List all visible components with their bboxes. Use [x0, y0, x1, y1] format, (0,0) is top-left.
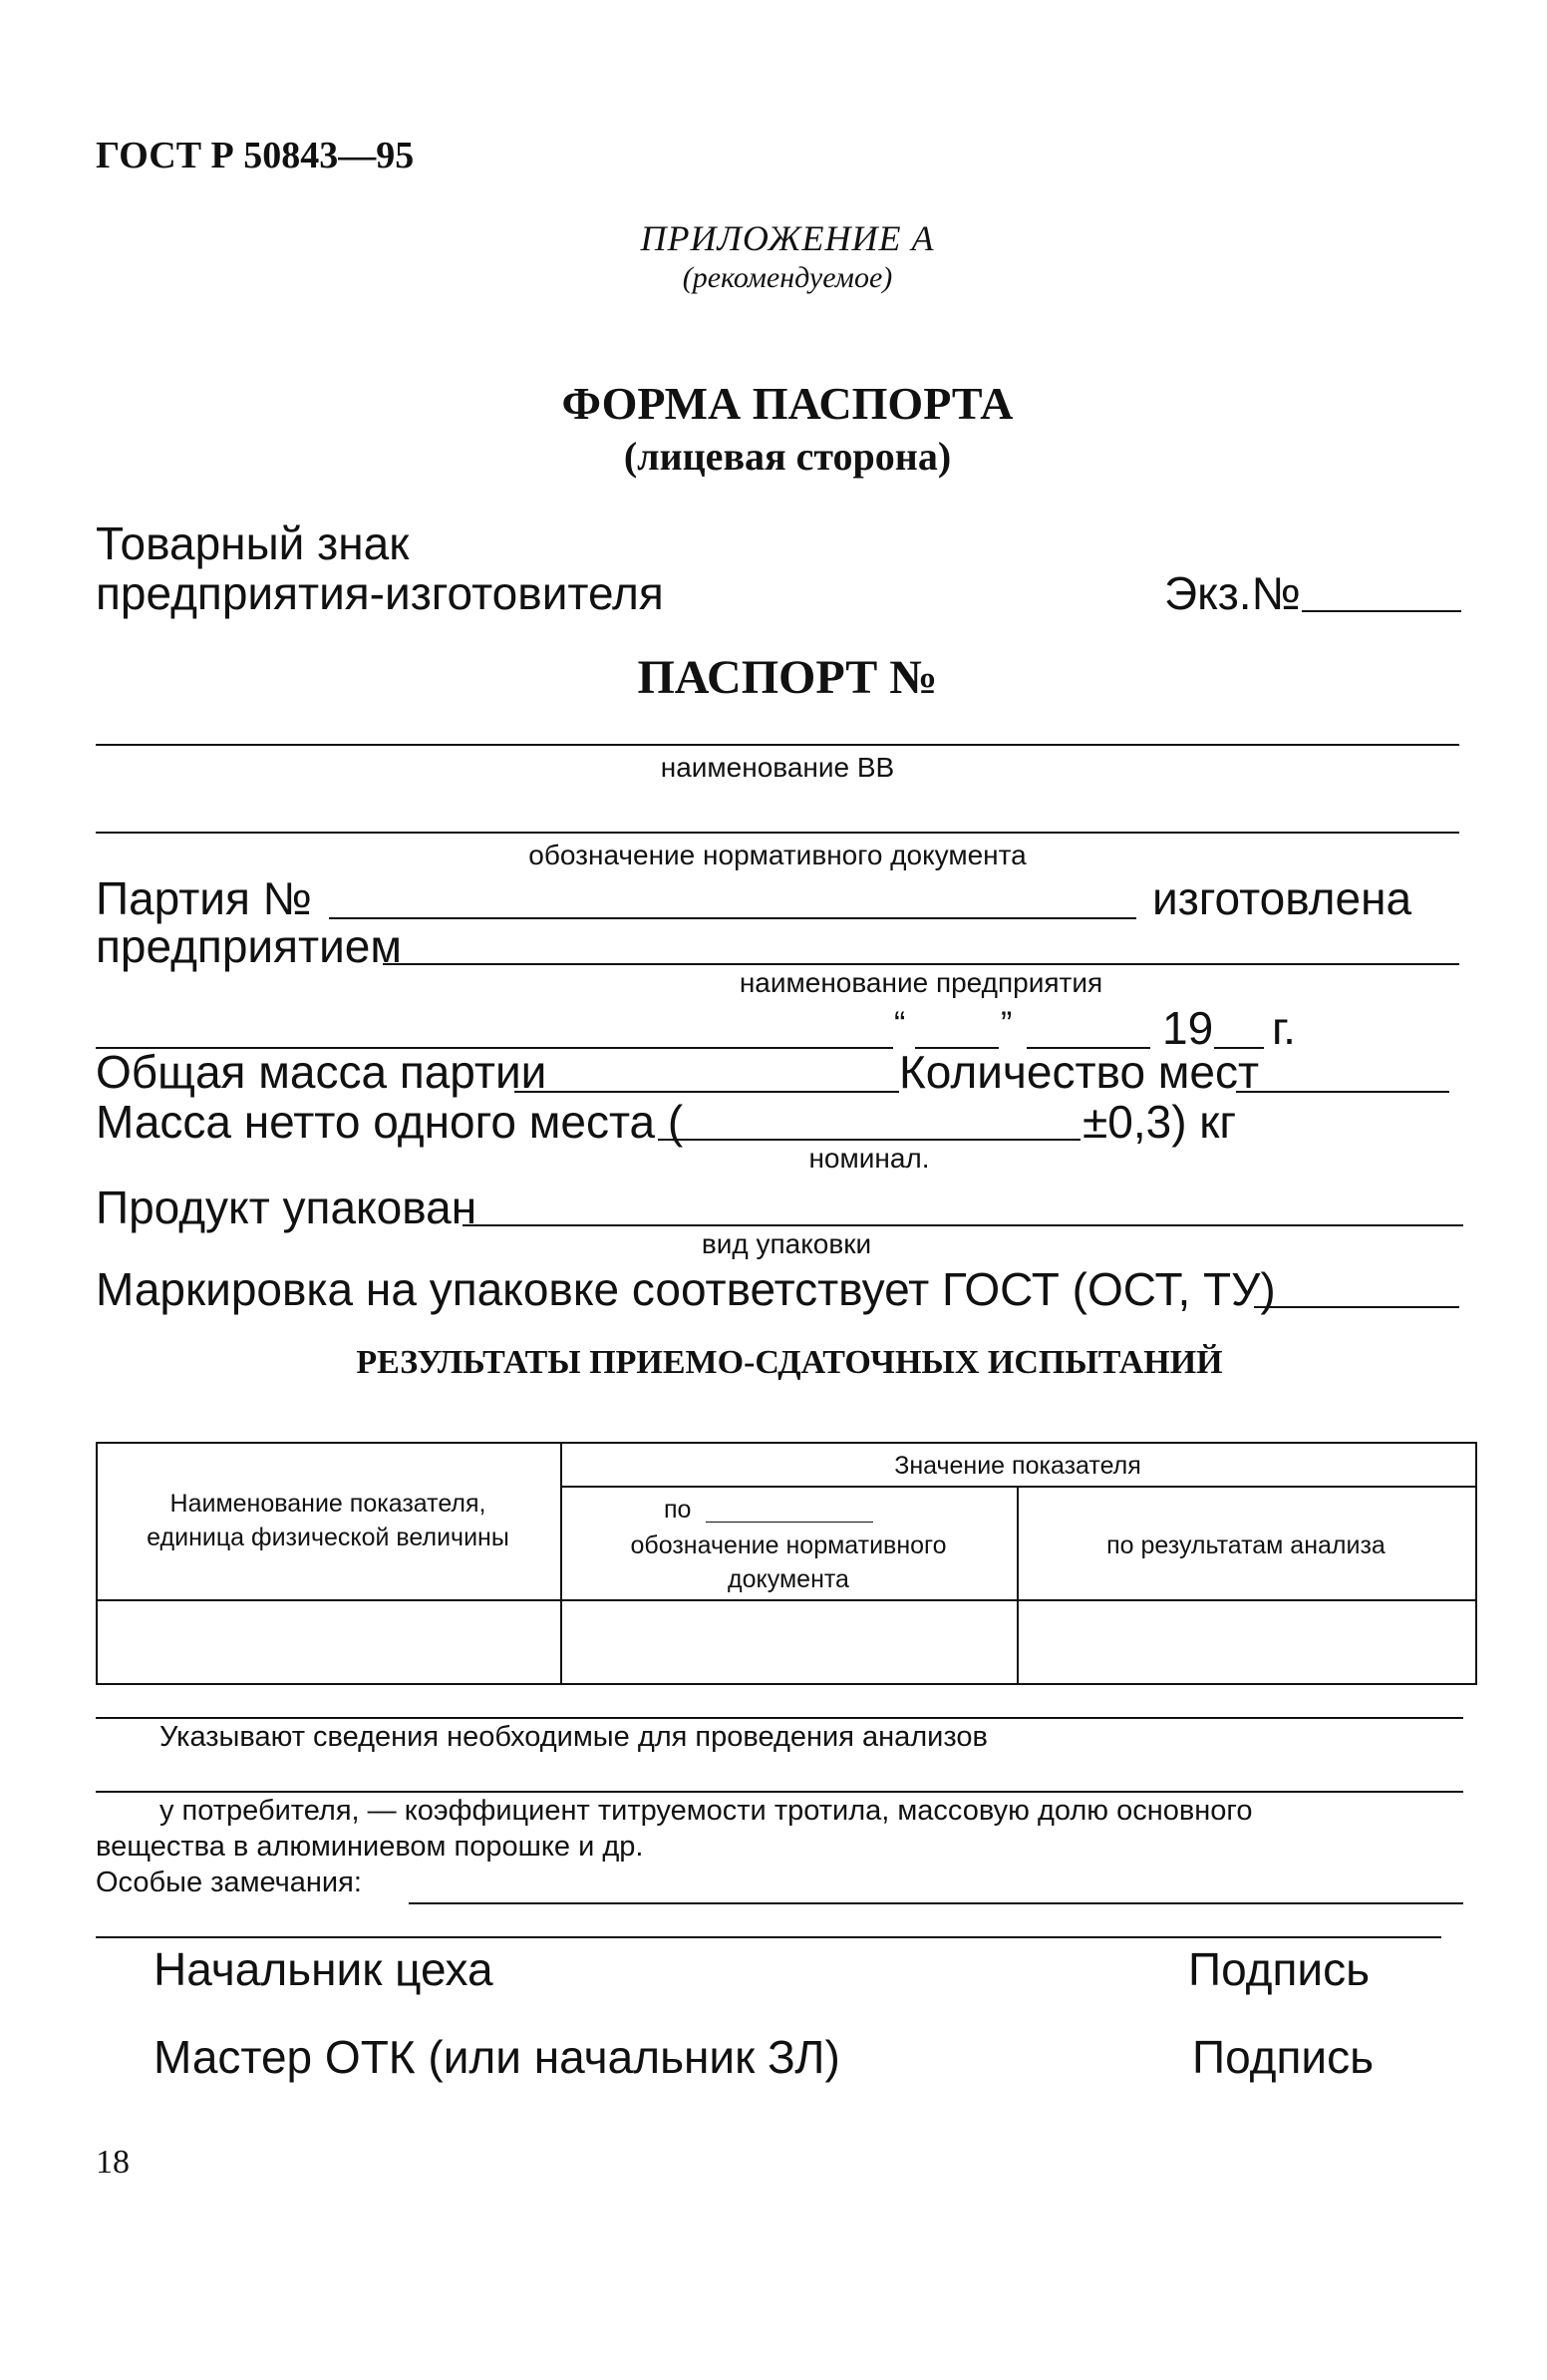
total-mass-field[interactable] — [514, 1091, 899, 1093]
net-mass-field[interactable] — [658, 1139, 1081, 1141]
marking-field[interactable] — [1254, 1306, 1459, 1308]
group-header: Значение показателя — [894, 1452, 1141, 1480]
nominal-caption: номинал. — [808, 1143, 930, 1174]
norm-doc-caption: обозначение нормативного документа — [528, 840, 1027, 870]
passport-title: ПАСПОРТ № — [637, 651, 938, 704]
trademark-line1: Товарный знак — [96, 517, 410, 569]
packaging-field[interactable] — [463, 1224, 1463, 1226]
year-suffix: г. — [1272, 1002, 1296, 1054]
quote-open: “ — [894, 1005, 906, 1043]
copy-number-field[interactable] — [1302, 610, 1461, 612]
norm-doc-field[interactable] — [96, 832, 1459, 834]
marking-label: Маркировка на упаковке соответствует ГОСТ (ОСТ, ТУ) — [96, 1263, 1276, 1315]
qc-master: Мастер ОТК (или начальник ЗЛ) — [154, 2031, 840, 2083]
quote-close: ” — [1001, 1005, 1013, 1043]
notes-line-mid — [96, 1791, 1463, 1793]
special-remarks-label: Особые замечания: — [96, 1867, 362, 1898]
page-number: 18 — [96, 2144, 130, 2181]
cell-result-value[interactable] — [1019, 1601, 1473, 1681]
places-count-label: Количество мест — [899, 1046, 1260, 1098]
enterprise-label: предприятием — [96, 920, 402, 972]
enterprise-caption: наименование предприятия — [739, 967, 1103, 998]
head-of-shop: Начальник цеха — [154, 1943, 493, 1995]
notes-line-top — [96, 1717, 1463, 1719]
batch-number-field[interactable] — [329, 917, 1136, 919]
notes-line3: вещества в алюминиевом порошке и др. — [96, 1831, 644, 1863]
net-mass-label: Масса нетто одного места ( — [96, 1096, 684, 1148]
cell-indicator[interactable] — [98, 1601, 558, 1681]
special-remarks-field[interactable] — [409, 1902, 1463, 1904]
enterprise-field[interactable] — [383, 963, 1459, 965]
appendix-title: ПРИЛОЖЕНИЕ А — [640, 218, 935, 258]
head-signature[interactable]: Подпись — [1188, 1943, 1371, 1995]
standard-header: ГОСТ Р 50843—95 — [96, 135, 415, 176]
col1-header-line2: единица физической величины — [147, 1524, 509, 1551]
vv-name-field[interactable] — [96, 744, 1459, 746]
places-count-field[interactable] — [1236, 1091, 1449, 1093]
trademark-line2: предприятия-изготовителя — [96, 567, 664, 619]
cell-norm-value[interactable] — [562, 1601, 1015, 1681]
master-signature[interactable]: Подпись — [1192, 2031, 1375, 2083]
year-prefix: 19 — [1162, 1002, 1214, 1054]
vv-name-caption: наименование ВВ — [660, 752, 895, 783]
batch-label: Партия № — [96, 872, 313, 924]
special-remarks-field-2[interactable] — [96, 1936, 1441, 1938]
results-title: РЕЗУЛЬТАТЫ ПРИЕМО-СДАТОЧНЫХ ИСПЫТАНИЙ — [356, 1344, 1223, 1381]
notes-line1: Указывают сведения необходимые для проведения анализов — [159, 1721, 988, 1753]
packaging-caption: вид упаковки — [701, 1228, 872, 1259]
form-subtitle: (лицевая сторона) — [623, 434, 952, 479]
appendix-subtitle: (рекомендуемое) — [682, 261, 893, 294]
col2-po-field[interactable] — [706, 1522, 873, 1523]
manufactured-label: изготовлена — [1152, 872, 1412, 924]
col3-header: по результатам анализа — [1106, 1531, 1386, 1559]
total-mass-label: Общая масса партии — [96, 1046, 547, 1098]
net-mass-tolerance: ±0,3) кг — [1083, 1096, 1237, 1148]
col2-header-po: по — [664, 1496, 692, 1524]
col1-header-line1: Наименование показателя, — [169, 1490, 486, 1518]
packed-label: Продукт упакован — [96, 1182, 477, 1233]
form-title: ФОРМА ПАСПОРТА — [561, 378, 1014, 429]
col2-header-line3: документа — [728, 1565, 849, 1593]
copy-number-label: Экз.№ — [1164, 567, 1301, 619]
notes-line2: у потребителя, — коэффициент титруемости тротила, массовую долю основного — [159, 1795, 1253, 1827]
col2-header-line2: обозначение нормативного — [630, 1531, 947, 1559]
